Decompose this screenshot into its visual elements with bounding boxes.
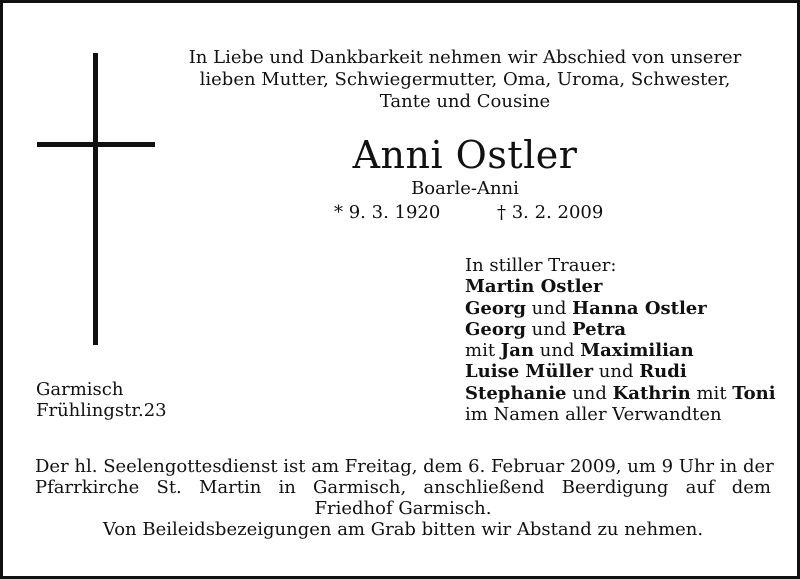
mourners-heading: In stiller Trauer: [465, 255, 617, 276]
service-line: Pfarrkirche St. Martin in Garmisch, anschließend Beerdigung auf dem [35, 477, 771, 498]
intro-line: lieben Mutter, Schwiegermutter, Oma, Uroma, Schwester, [199, 69, 731, 90]
intro-line: Tante und Cousine [379, 91, 551, 112]
address-block [36, 379, 167, 421]
connector-text: mit [690, 382, 733, 404]
mourner-line [465, 340, 776, 361]
mourner-name: Hanna Ostler [572, 297, 707, 319]
cross-vertical-bar [93, 53, 98, 345]
connector-text: mit [465, 340, 501, 362]
mourner-name: Maximilian [580, 340, 694, 362]
mourners-closing: im Namen aller Verwandten [465, 404, 722, 426]
service-line: Friedhof Garmisch. [314, 498, 492, 519]
deceased-nickname: Boarle-Anni [411, 178, 519, 199]
mourner-name: Toni [732, 382, 776, 404]
birth-date: * 9. 3. 1920 [334, 202, 441, 223]
mourner-line [465, 298, 776, 319]
mourner-name: Georg [465, 318, 526, 340]
mourner-line [465, 319, 776, 340]
connector-text: und [593, 361, 640, 383]
connector-text: und [525, 297, 573, 319]
mourner-name: Jan [500, 340, 535, 362]
death-date: † 3. 2. 2009 [497, 202, 604, 223]
mourner-line [465, 383, 776, 404]
mourner-line [465, 276, 776, 297]
cross-horizontal-bar [37, 142, 155, 147]
service-line: Der hl. Seelengottesdienst ist am Freitag, dem 6. Februar 2009, um 9 Uhr in der [35, 456, 774, 477]
mourner-name: Petra [572, 318, 627, 340]
connector-text: und [525, 318, 573, 340]
address-street: Frühlingstr.23 [36, 400, 167, 421]
connector-text: und [534, 340, 581, 362]
mourner-name: Georg [465, 297, 526, 319]
connector-text: und [566, 382, 613, 404]
mourner-name: Martin Ostler [465, 276, 603, 298]
condolence-note: Von Beileidsbezeigungen am Grab bitten wir Abstand zu nehmen. [102, 519, 704, 540]
deceased-name: Anni Ostler [352, 133, 578, 177]
mourner-name: Kathrin [612, 382, 691, 404]
service-announcement [35, 456, 774, 540]
intro-line: In Liebe und Dankbarkeit nehmen wir Abschied von unserer [188, 47, 742, 68]
mourners-list [465, 255, 776, 425]
mourner-name: Luise Müller [465, 361, 594, 383]
mourner-name: Rudi [639, 361, 687, 383]
mourner-name: Stephanie [465, 382, 567, 404]
address-town: Garmisch [36, 379, 124, 400]
mourner-line [465, 361, 776, 382]
intro-text [153, 47, 777, 113]
